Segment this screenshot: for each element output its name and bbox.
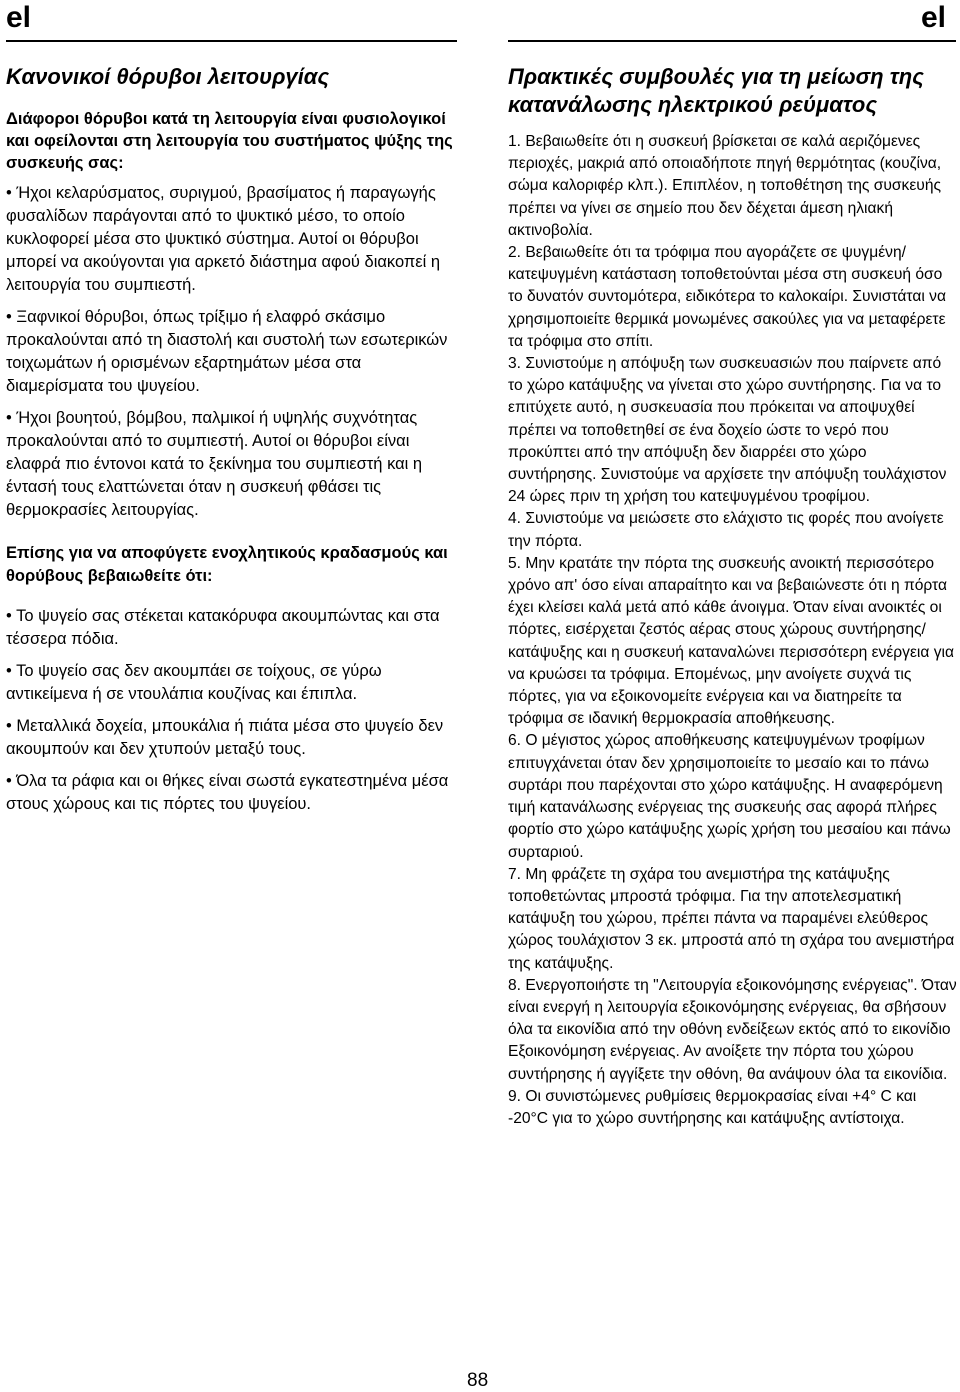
tip-item: 8. Ενεργοποιήστε τη "Λειτουργία εξοικονόμησης ενέργειας". Όταν είναι ενεργή η λειτουργία εξοικονόμησης ενέργειας, θα σβήσουν όλα τα εικονίδια από την οθόνη ενδείξεων εκτός από το εικονίδιο Εξοικονόμηση ενέργειας. Αν ανοίξετε την πόρτα του χώρου συντήρησης ή αγγίξετε την οθόνη, θα ανάψουν όλα τα εικονίδια.	[508, 976, 957, 1083]
noise-bullet: • Ήχοι κελαρύσματος, συριγμού, βρασίματος ή παραγωγής φυσαλίδων παράγονται από το ψυκτικό μέσο, το οποίο κυκλοφορεί μέσα στο ψυκτικό σύστημα. Αυτοί οι θόρυβοι μπορεί να ακούγονται για αρκετό διάστημα αφού διακοπεί η λειτουργία του συμπιεστή.	[6, 184, 441, 294]
energy-tips-title: Πρακτικές συμβουλές για τη μείωση της κατανάλωσης ηλεκτρικού ρεύματος	[508, 64, 924, 117]
tip-item: 1. Βεβαιωθείτε ότι η συσκευή βρίσκεται σε καλά αεριζόμενες περιοχές, μακριά από οποιαδήποτε πηγή θερμότητας (κουζίνα, σώμα καλοριφέρ κλπ.). Επιπλέον, η τοποθέτηση της συσκευής πρέπει να γίνει σε σημείο που δεν δέχεται άμεση ηλιακή ακτινοβολία.	[508, 133, 942, 239]
check-bullet: • Το ψυγείο σας στέκεται κατακόρυφα ακουμπώντας και στα τέσσερα πόδια.	[6, 607, 440, 648]
normal-noises-intro: Διάφοροι θόρυβοι κατά τη λειτουργία είναι φυσιολογικοί και οφείλονται στη λειτουργία του συστήματος ψύξης της συσκευής σας:	[6, 110, 453, 172]
tip-item: 7. Μη φράζετε τη σχάρα του ανεμιστήρα της κατάψυξης τοποθετώντας μπροστά τρόφιμα. Για την αποτελεσματική κατάψυξη του χώρου, πρέπει πάντα να παραμένει ελεύθερος χώρος τουλάχιστον 3 εκ. μπροστά από τη σχάρα του ανεμιστήρα της κατάψυξης.	[508, 865, 955, 972]
tip-item: 4. Συνιστούμε να μειώσετε στο ελάχιστο τις φορές που ανοίγετε την πόρτα.	[508, 510, 944, 550]
check-bullet: • Μεταλλικά δοχεία, μπουκάλια ή πιάτα μέσα στο ψυγείο δεν ακουμπούν και δεν χτυπούν μεταξύ τους.	[6, 717, 444, 758]
check-bullet: • Όλα τα ράφια και οι θήκες είναι σωστά εγκατεστημένα μέσα στους χώρους και τις πόρτες του ψυγείου.	[6, 772, 449, 813]
vibration-subheading: Επίσης για να αποφύγετε ενοχλητικούς κραδασμούς και θορύβους βεβαιωθείτε ότι:	[6, 544, 448, 585]
tip-item: 6. Ο μέγιστος χώρος αποθήκευσης κατεψυγμένων τροφίμων επιτυγχάνεται όταν δεν χρησιμοποιείτε το μεσαίο και το πάνω συρτάρι που παρέχονται στο χώρο κατάψυξης. Η αναφερόμενη τιμή κατανάλωσης ενέργειας της συσκευής σας αφορά πλήρες φορτίο στο χώρο κατάψυξης χωρίς χρήση του μεσαίου και πάνω συρταριού.	[508, 732, 951, 861]
left-column	[6, 63, 458, 825]
page-number: 88	[467, 1370, 489, 1391]
header-rule-left	[6, 40, 457, 42]
language-code-left: el	[6, 1, 32, 34]
right-column	[508, 63, 958, 1130]
noise-bullet: • Ήχοι βουητού, βόμβου, παλμικοί ή υψηλής συχνότητας προκαλούνται από το συμπιεστή. Αυτοί οι θόρυβοι είναι ελαφρά πιο έντονοι κατά το ξεκίνημα του συμπιεστή και η έντασή τους ελαττώνεται όταν η συσκευή φθάσει τις θερμοκρασίες λειτουργίας.	[6, 409, 423, 519]
check-bullet: • Το ψυγείο σας δεν ακουμπάει σε τοίχους, σε γύρω αντικείμενα ή σε ντουλάπια κουζίνας και έπιπλα.	[6, 662, 382, 703]
tip-item: 2. Βεβαιωθείτε ότι τα τρόφιμα που αγοράζετε σε ψυγμένη/κατεψυγμένη κατάσταση τοποθετούνται μέσα στη συσκευή όσο το δυνατόν συντομότερα, ειδικότερα το καλοκαίρι. Συνιστάται να χρησιμοποιείτε θερμικά μονωμένες σακούλες για να μεταφέρετε τα τρόφιμα στο σπίτι.	[508, 244, 946, 350]
tip-item: 3. Συνιστούμε η απόψυξη των συσκευασιών που παίρνετε από το χώρο κατάψυξης να γίνεται στο χώρο συντήρησης. Για να το επιτύχετε αυτό, η συσκευασία που πρόκειται να αποψυχθεί πρέπει να τοποθετηθεί σε ένα δοχείο ώστε το νερό που προκύπτει από την απόψυξη δεν διαρρέει στο χώρο συντήρησης. Συνιστούμε να αρχίσετε την απόψυξη τουλάχιστον 24 ώρες πριν τη χρήση του κατεψυγμένου τροφίμου.	[508, 355, 947, 506]
noise-bullet: • Ξαφνικοί θόρυβοι, όπως τρίξιμο ή ελαφρό σκάσιμο προκαλούνται από τη διαστολή και συστολή των εσωτερικών τοιχωμάτων ή ορισμένων εξαρτημάτων μέσα στα διαμερίσματα του ψυγείου.	[6, 308, 448, 395]
tip-item: 9. Οι συνιστώμενες ρυθμίσεις θερμοκρασίας είναι +4° C και -20°C για το χώρο συντήρησης και κατάψυξης αντίστοιχα.	[508, 1087, 917, 1127]
language-code-right: el	[920, 1, 946, 34]
tip-item: 5. Μην κρατάτε την πόρτα της συσκευής ανοικτή περισσότερο χρόνο απ' όσο είναι απαραίτητο και να βεβαιώνεστε ότι η πόρτα έχει κλείσει καλά μετά από κάθε άνοιγμα. Όταν είναι ανοικτές οι πόρτες, εισέρχεται ζεστός αέρας στους χώρους συντήρησης/κατάψυξης και η συσκευή καταναλώνει περισσότερη ενέργεια για να κρυώσει τα τρόφιμα. Επομένως, μην ανοίγετε συχνά τις πόρτες, για να εξοικονομείτε ενέργεια και να διατηρείτε τα τρόφιμα σε ιδανική θερμοκρασία αποθήκευσης.	[508, 554, 955, 728]
normal-noises-title: Κανονικοί θόρυβοι λειτουργίας	[6, 64, 330, 89]
header-rule-right	[508, 40, 956, 42]
